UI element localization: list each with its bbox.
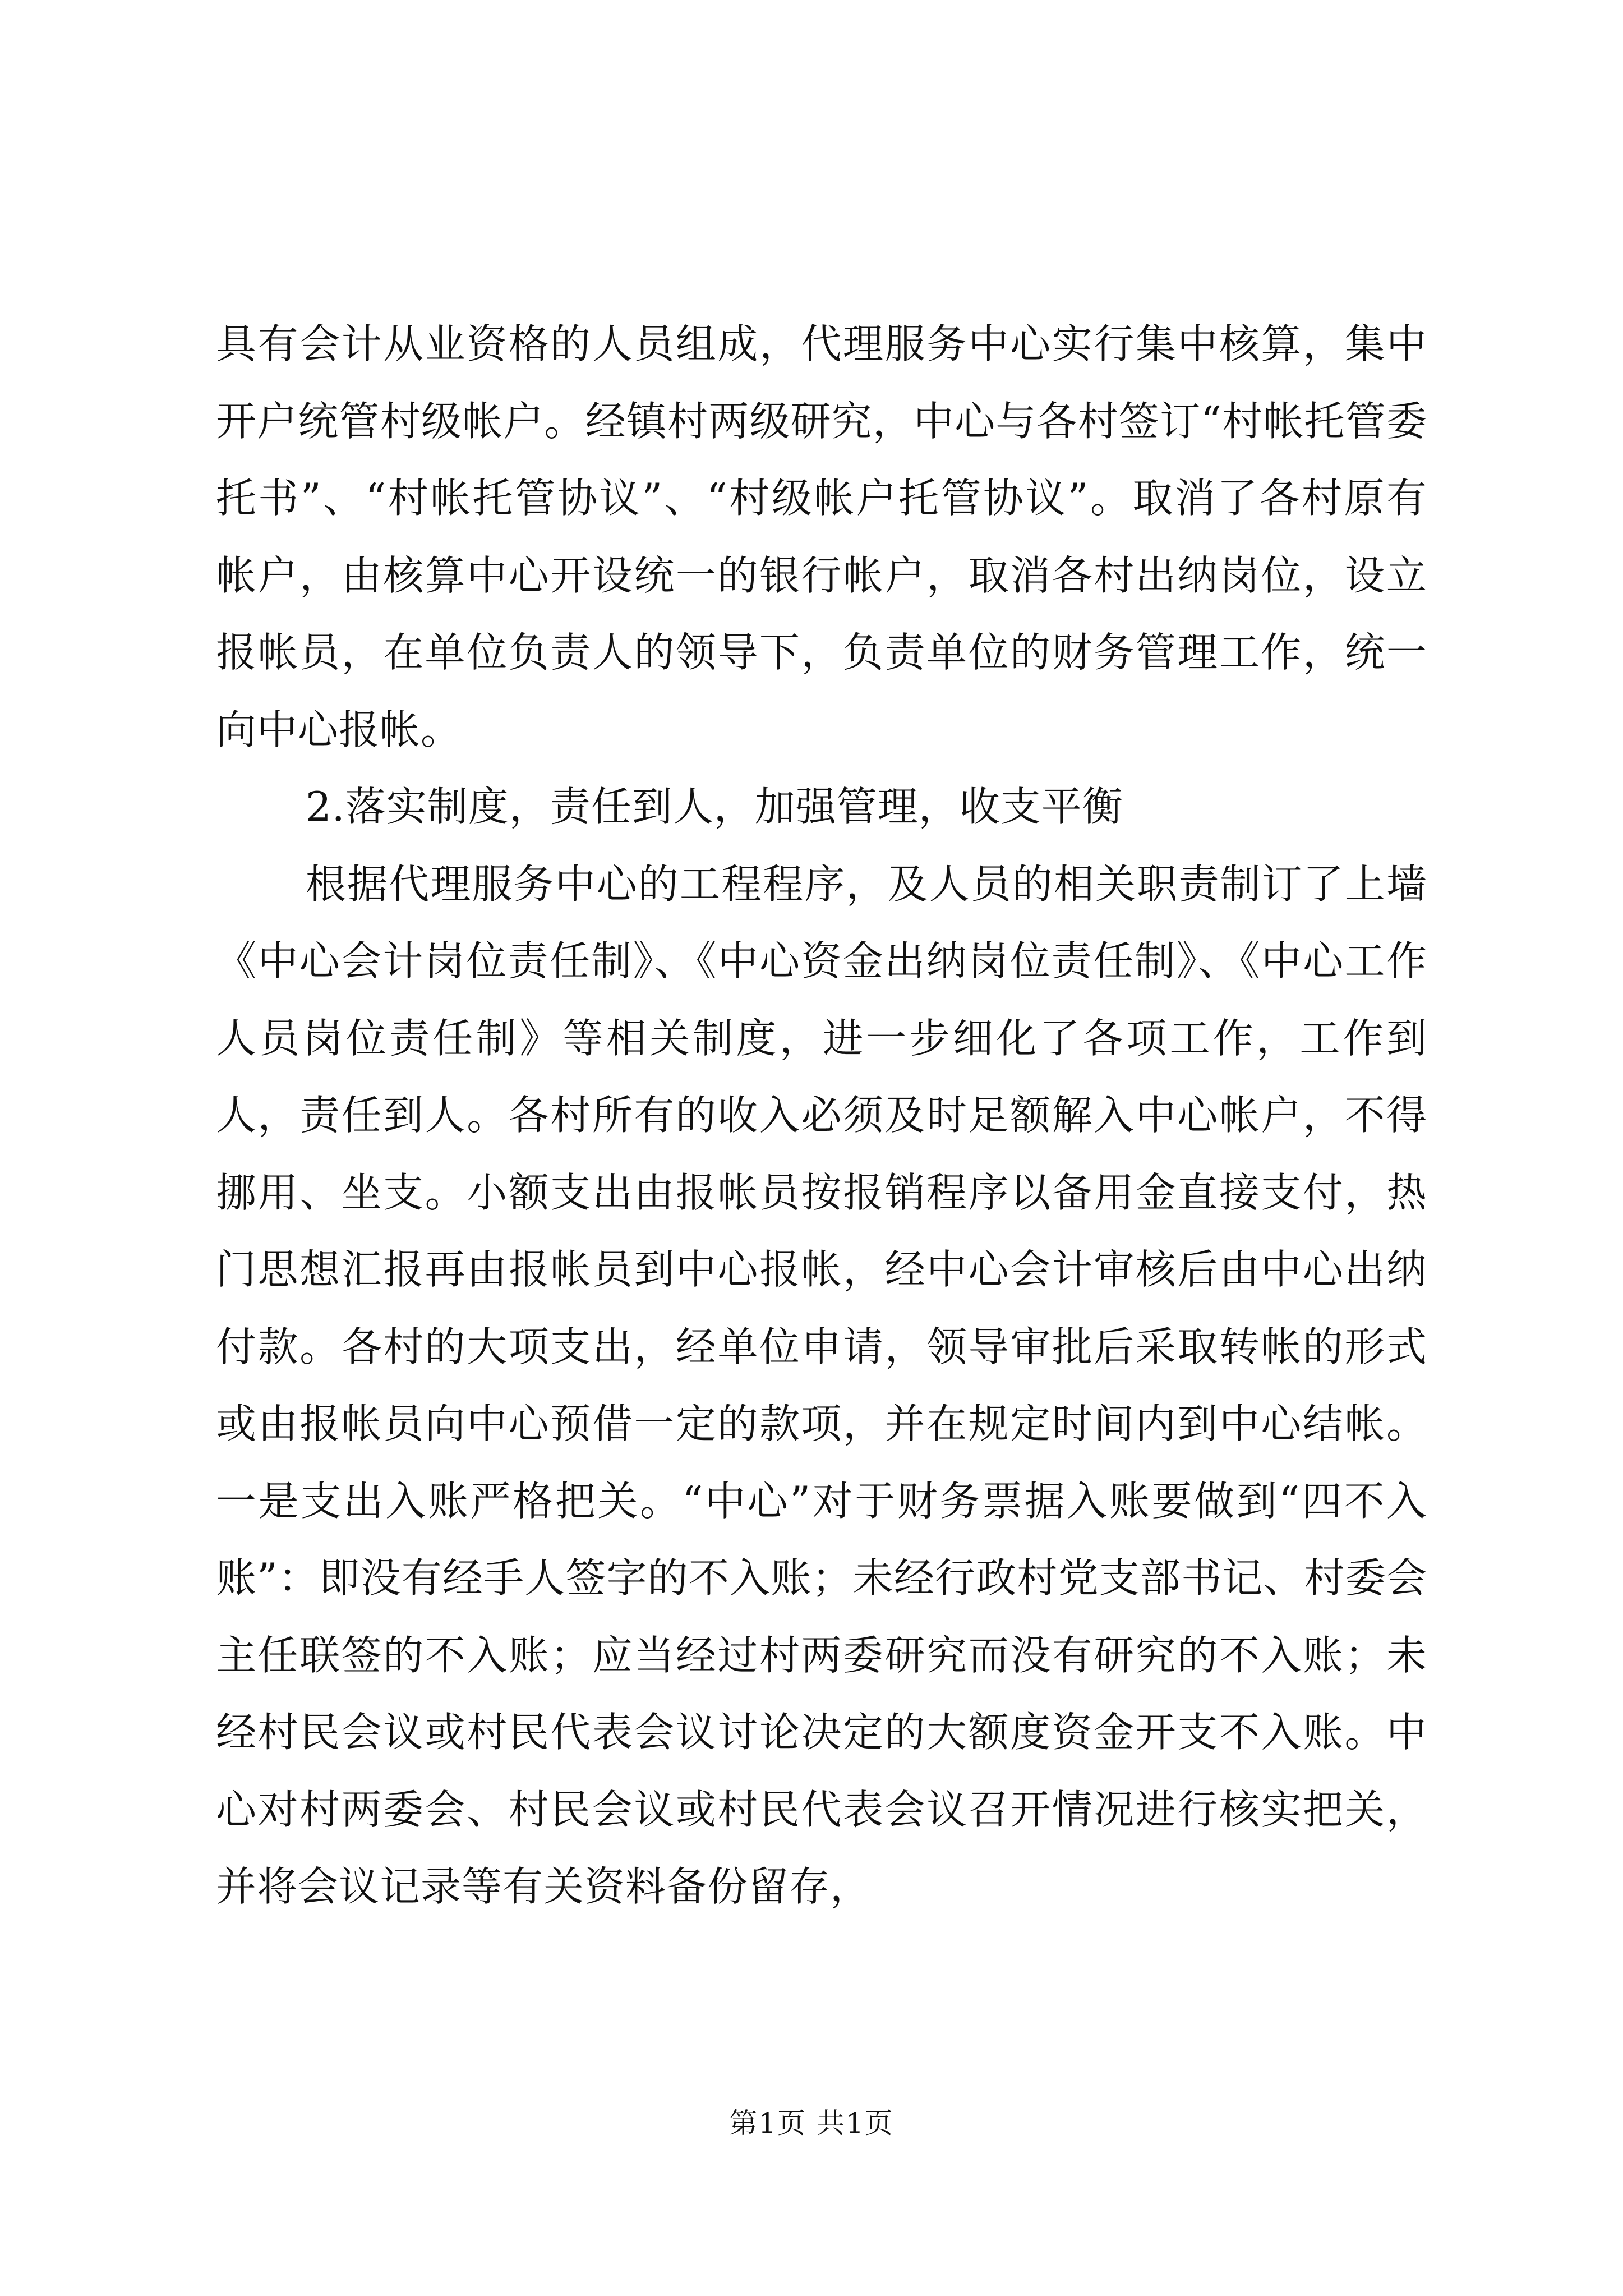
- paragraph-system-implementation: 根据代理服务中心的工程程序，及人员的相关职责制订了上墙《中心会计岗位责任制》、《中心资金出纳岗位责任制》、《中心工作人员岗位责任制》等相关制度，进一步细化了各项工作，工作到人，责任到人。各村所有的收入必须及时足额解入中心帐户，不得挪用、坐支。小额支出由报帐员按报销程序以备用金直接支付，热门思想汇报再由报帐员到中心报帐，经中心会计审核后由中心出纳付款。各村的大项支出，经单位申请，领导审批后采取转帐的形式或由报帐员向中心预借一定的款项，并在规定时间内到中心结帐。一是支出入账严格把关。“中心”对于财务票据入账要做到“四不入账”：即没有经手人签字的不入账；未经行政村党支部书记、村委会主任联签的不入账；应当经过村两委研究而没有研究的不入账；未经村民会议或村民代表会议讨论决定的大额度资金开支不入账。中心对村两委会、村民会议或村民代表会议召开情况进行核实把关，并将会议记录等有关资料备份留存，: [216, 860, 1427, 1910]
- section-heading-2: 2.落实制度，责任到人，加强管理，收支平衡: [306, 783, 1123, 830]
- page-footer: 第1页 共1页: [729, 2107, 894, 2139]
- paragraph-account-setup: 具有会计从业资格的人员组成，代理服务中心实行集中核算，集中开户统管村级帐户。经镇村两级研究，中心与各村签订“村帐托管委托书”、“村帐托管协议”、“村级帐户托管协议”。取消了各村原有帐户，由核算中心开设统一的银行帐户，取消各村出纳岗位，设立报帐员，在单位负责人的领导下，负责单位的财务管理工作，统一向中心报帐。: [216, 320, 1427, 753]
- document-body: [216, 306, 1427, 1926]
